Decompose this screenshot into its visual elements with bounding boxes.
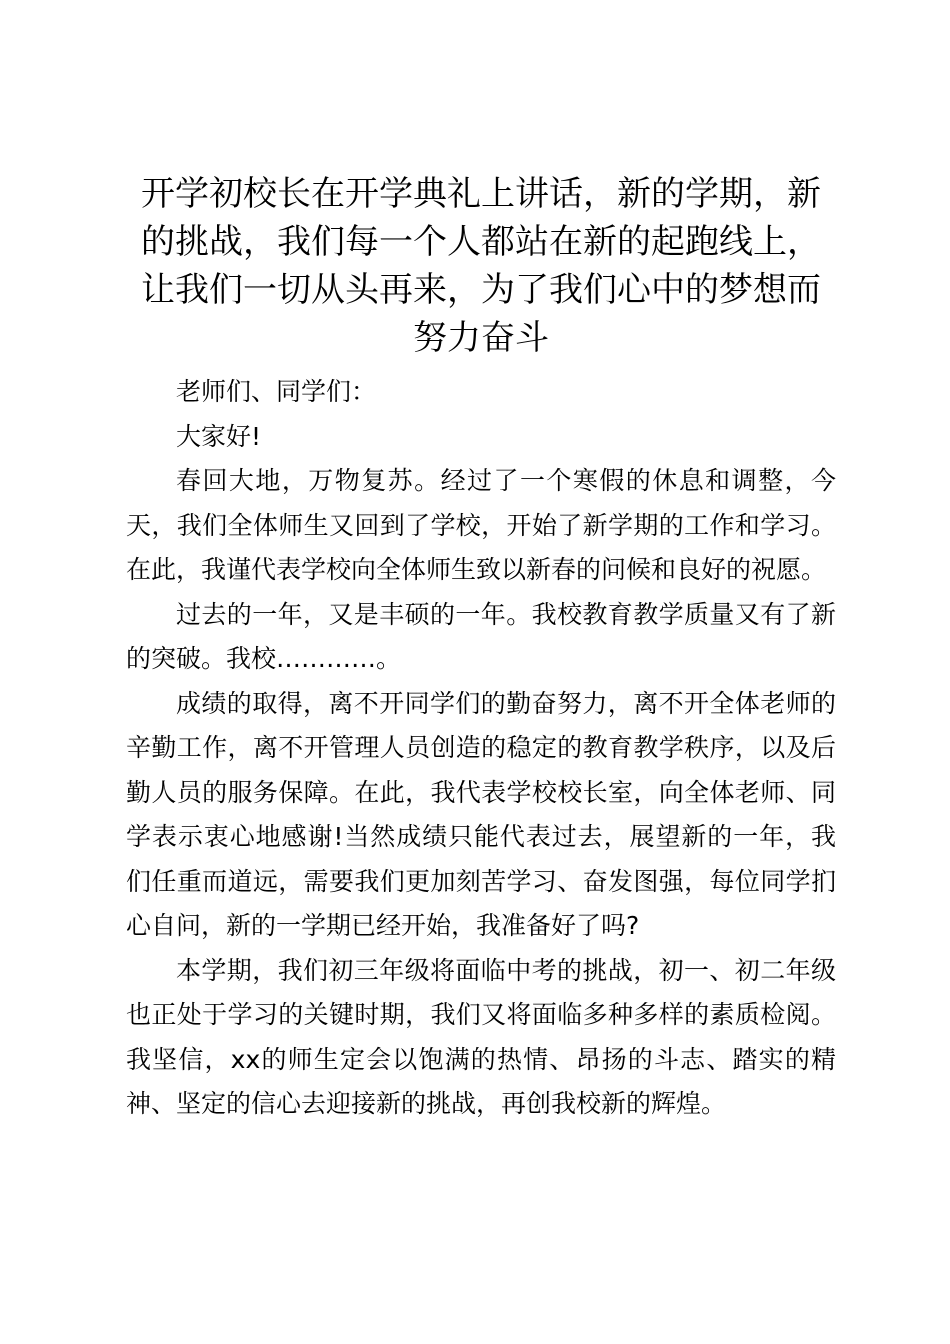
paragraph: 春回大地，万物复苏。经过了一个寒假的休息和调整，今天，我们全体师生又回到了学校，开始了新学期的工作和学习。在此，我谨代表学校向全体师生致以新春的问候和良好的祝愿。 (126, 466, 836, 584)
paragraph: 过去的一年，又是丰硕的一年。我校教育教学质量又有了新的突破。我校…………。 (126, 599, 836, 673)
document-page (126, 170, 836, 1127)
salutation: 老师们、同学们： (176, 377, 377, 406)
document-body (126, 370, 836, 1127)
paragraph: 成绩的取得，离不开同学们的勤奋努力，离不开全体老师的辛勤工作，离不开管理人员创造的稳定的教育教学秩序，以及后勤人员的服务保障。在此，我代表学校校长室，向全体老师、同学表示衷心地感谢!当然成绩只能代表过去，展望新的一年，我们任重而道远，需要我们更加刻苦学习、奋发图强，每位同学扪心自问，新的一学期已经开始，我准备好了吗? (126, 688, 836, 940)
paragraph: 本学期，我们初三年级将面临中考的挑战，初一、初二年级也正处于学习的关键时期，我们又将面临多种多样的素质检阅。我坚信，xx的师生定会以饱满的热情、昂扬的斗志、踏实的精神、坚定的信心去迎接新的挑战，再创我校新的辉煌。 (126, 955, 836, 1118)
document-title: 开学初校长在开学典礼上讲话，新的学期，新的挑战，我们每一个人都站在新的起跑线上，让我们一切从头再来，为了我们心中的梦想而努力奋斗 (141, 174, 821, 358)
greeting: 大家好! (176, 421, 262, 451)
